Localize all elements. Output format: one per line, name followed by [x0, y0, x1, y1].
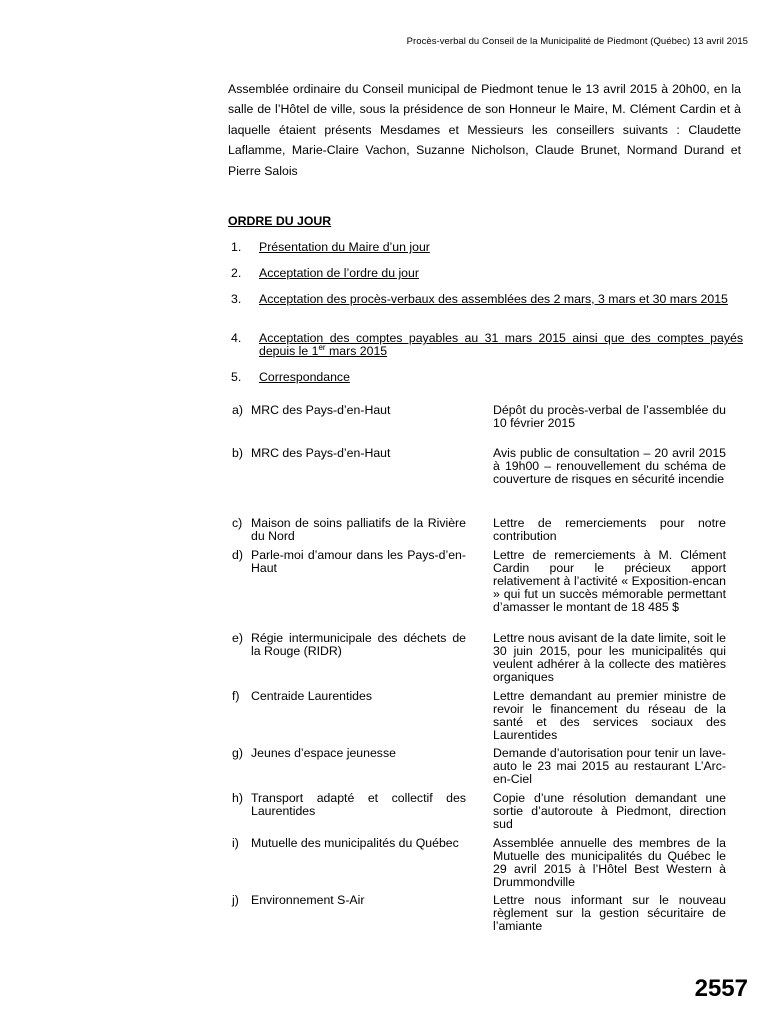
- agenda-item-number: 3.: [231, 292, 242, 306]
- agenda-item-text-part: Acceptation des comptes payables au 31 mars 2015 ainsi que des comptes payés depuis le 1: [259, 331, 743, 358]
- correspondence-letter: e): [232, 631, 243, 645]
- correspondence-subject: Lettre nous avisant de la date limite, soit le 30 juin 2015, pour les municipalités qui veulent adhérer à la collecte des matières organiques: [493, 631, 726, 684]
- agenda-item-number: 4.: [231, 331, 242, 345]
- correspondence-letter: f): [232, 689, 240, 703]
- correspondence-letter: d): [232, 548, 243, 562]
- agenda-item-text: [259, 332, 743, 358]
- correspondence-letter: h): [232, 791, 243, 805]
- correspondence-subject: Avis public de consultation – 20 avril 2015 à 19h00 – renouvellement du schéma de couverture de risques en sécurité incendie: [493, 446, 726, 486]
- correspondence-letter: b): [232, 446, 243, 460]
- agenda-item: [231, 241, 743, 254]
- agenda-item-number: 2.: [231, 266, 242, 280]
- correspondence-subject: Lettre nous informant sur le nouveau règlement sur la gestion sécuritaire de l’amiante: [493, 893, 726, 933]
- correspondence-sender: Jeunes d’espace jeunesse: [251, 746, 396, 760]
- agenda-item: [231, 371, 743, 384]
- correspondence-sender: Transport adapté et collectif des Laurentides: [251, 791, 466, 818]
- correspondence-subject: Demande d’autorisation pour tenir un lave-auto le 23 mai 2015 au restaurant L’Arc-en-Ciel: [493, 746, 726, 786]
- agenda-item: [231, 332, 743, 358]
- correspondence-sender: MRC des Pays-d’en-Haut: [251, 446, 391, 460]
- correspondence-sender: MRC des Pays-d’en-Haut: [251, 403, 391, 417]
- correspondence-letter: j): [232, 893, 239, 907]
- correspondence-letter: a): [232, 403, 243, 417]
- correspondence-subject: Lettre demandant au premier ministre de revoir le financement du réseau de la santé et des services sociaux des Laurentides: [493, 689, 726, 742]
- meeting-intro: Assemblée ordinaire du Conseil municipal de Piedmont tenue le 13 avril 2015 à 20h00, en la salle de l’Hôtel de ville, sous la présidence de son Honneur le Maire, M. Clément Cardin et à laquelle étaient présents Mesdames et Messieurs les conseillers suivants : Claudette Laflamme, Marie-Claire Vachon, Suzanne Nicholson, Claude Brunet, Normand Durand et Pierre Salois: [228, 82, 741, 178]
- correspondence-letter: i): [232, 836, 239, 850]
- correspondence-sender: Régie intermunicipale des déchets de la Rouge (RIDR): [251, 631, 466, 658]
- correspondence-sender: Environnement S-Air: [251, 893, 365, 907]
- agenda-item-text-part: mars 2015: [325, 344, 388, 358]
- agenda-item-number: 5.: [231, 370, 242, 384]
- ordinal-suffix: er: [318, 342, 326, 352]
- correspondence-sender: Maison de soins palliatifs de la Rivière du Nord: [251, 516, 466, 543]
- correspondence-sender: Parle-moi d’amour dans les Pays-d’en-Haut: [251, 548, 466, 575]
- correspondence-subject: Lettre de remerciements pour notre contribution: [493, 516, 726, 543]
- agenda-item-text: Acceptation de l’ordre du jour: [259, 266, 419, 280]
- correspondence-subject: Lettre de remerciements à M. Clément Cardin pour le précieux apport relativement à l’activité « Exposition-encan » qui fut un succès mémorable permettant d’amasser le montant de 18 485 $: [493, 548, 726, 614]
- correspondence-sender: Centraide Laurentides: [251, 689, 372, 703]
- agenda-item: [231, 293, 743, 306]
- page-header: Procès-verbal du Conseil de la Municipalité de Piedmont (Québec) 13 avril 2015: [406, 36, 748, 47]
- correspondence-letter: g): [232, 746, 243, 760]
- correspondence-subject: Copie d’une résolution demandant une sortie d’autoroute à Piedmont, direction sud: [493, 791, 726, 831]
- correspondence-subject: Dépôt du procès-verbal de l’assemblée du 10 février 2015: [493, 403, 726, 430]
- page-number: 2557: [694, 975, 748, 1002]
- agenda-item-text: Présentation du Maire d’un jour: [259, 240, 430, 254]
- correspondence-subject: Assemblée annuelle des membres de la Mutuelle des municipalités du Québec le 29 avril 2015 à l’Hôtel Best Western à Drummondville: [493, 836, 726, 889]
- correspondence-letter: c): [232, 516, 243, 530]
- agenda-item: [231, 267, 743, 280]
- agenda-item-number: 1.: [231, 240, 242, 254]
- agenda-item-text: Acceptation des procès-verbaux des assemblées des 2 mars, 3 mars et 30 mars 2015: [259, 292, 728, 306]
- correspondence-sender: Mutuelle des municipalités du Québec: [251, 836, 459, 850]
- agenda-title: ORDRE DU JOUR: [228, 214, 332, 228]
- agenda-item-text: Correspondance: [259, 370, 350, 384]
